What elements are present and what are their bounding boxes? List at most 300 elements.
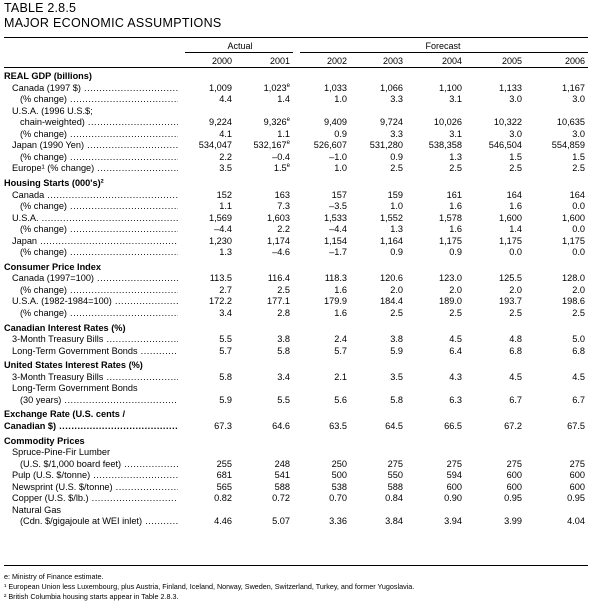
row-label-wrap — [12, 163, 178, 174]
cell-2002: 0.9 — [334, 128, 347, 139]
cell-2004: 10,026 — [433, 117, 462, 128]
table-row — [0, 83, 590, 94]
cell-2001: 1,174 — [267, 235, 290, 246]
section-header — [0, 360, 590, 371]
cell-2004: 3.1 — [449, 94, 462, 105]
cell-2005: 1.4 — [509, 224, 522, 235]
cell-2005: 1,600 — [499, 212, 522, 223]
table-row — [0, 505, 590, 516]
cell-2003: 64.5 — [385, 420, 403, 431]
row-label-wrap — [12, 273, 178, 284]
table-row — [0, 129, 590, 140]
cell-2005: 600 — [506, 470, 522, 481]
cell-2001: 5.8 — [277, 345, 290, 356]
cell-2006: 128.0 — [562, 273, 585, 284]
row-label: Housing Starts (000's)² — [4, 177, 104, 188]
section-header — [0, 71, 590, 82]
row-label: Japan ..... — [12, 236, 178, 246]
year-header-2001: 2001 — [269, 56, 290, 66]
cell-2001: 1,603 — [267, 212, 290, 223]
cell-2001: 2.8 — [277, 308, 290, 318]
table-row — [0, 140, 590, 151]
row-label-wrap — [12, 236, 178, 247]
cell-2000: 113.5 — [209, 273, 232, 284]
row-label: Commodity Prices — [4, 435, 85, 446]
cell-2003: 5.9 — [390, 345, 403, 356]
cell-2005: 0.0 — [509, 247, 522, 258]
cell-2004: 538,358 — [428, 140, 462, 151]
cell-2006: 275 — [569, 458, 585, 469]
row-label-wrap — [20, 395, 178, 406]
cell-2003: 3.3 — [390, 128, 403, 139]
row-label: REAL GDP (billions) — [4, 71, 92, 81]
section-header — [0, 409, 590, 420]
row-label-wrap — [12, 213, 178, 224]
footnote-2: ¹ European Union less Luxembourg, plus Austria, Finland, Iceland, Norway, Sweden, Switzerland, Turkey, and former Yugoslavia. — [4, 582, 415, 591]
cell-2006: 0.0 — [572, 201, 585, 212]
row-label: U.S.A. (1996 U.S.$; — [12, 105, 93, 116]
top-rule — [4, 37, 588, 38]
year-header-2003: 2003 — [382, 56, 403, 66]
cell-2000: –4.4 — [214, 224, 232, 235]
row-label-wrap — [12, 83, 178, 94]
cell-2005: 125.5 — [499, 273, 522, 284]
cell-2001: 2.5 — [277, 284, 290, 295]
row-label: Consumer Price Index — [4, 261, 102, 272]
cell-2005: 4.5 — [509, 371, 522, 382]
cell-2003: 550 — [387, 470, 403, 481]
cell-2002: 5.7 — [334, 345, 347, 356]
cell-2003: 1.3 — [390, 224, 403, 235]
row-label: Long-Term Government Bonds ..... — [12, 346, 178, 356]
cell-2001: 5.07 — [272, 516, 290, 527]
cell-2003: 0.9 — [390, 247, 403, 258]
row-label: (% change) ..... — [20, 201, 178, 211]
cell-2004: 161 — [446, 189, 462, 200]
cell-2002: 5.6 — [334, 394, 347, 405]
cell-2004: 0.9 — [449, 247, 462, 258]
cell-2003: 184.4 — [380, 296, 403, 307]
cell-2003: 2.5 — [390, 163, 403, 174]
table-row — [0, 346, 590, 357]
row-label-wrap — [20, 247, 178, 258]
row-label-wrap — [12, 372, 178, 383]
cell-2006: 4.5 — [572, 371, 585, 382]
table-row — [0, 190, 590, 201]
cell-2001: 0.72 — [272, 493, 290, 504]
cell-2002: 1.0 — [334, 163, 347, 174]
cell-2006: 600 — [569, 470, 585, 481]
cell-2003: 9,724 — [380, 117, 403, 128]
cell-2006: 2.0 — [572, 284, 585, 295]
cell-2005: 275 — [506, 458, 522, 469]
row-label: U.S.A. (1982-1984=100) ..... — [12, 296, 178, 306]
cell-2004: 1,578 — [439, 212, 462, 223]
cell-2000: 4.4 — [219, 94, 232, 105]
cell-2006: 1,600 — [562, 212, 585, 223]
row-label: Spruce-Pine-Fir Lumber — [12, 447, 111, 458]
cell-2003: 3.5 — [390, 371, 403, 382]
cell-2006: 4.04 — [567, 516, 585, 527]
cell-2001: 1.1 — [277, 128, 290, 139]
row-label: Canadian $) ..... — [4, 421, 178, 431]
cell-2004: 2.5 — [449, 308, 462, 318]
cell-2002: 526,607 — [313, 140, 347, 151]
cell-2003: 0.84 — [385, 493, 403, 504]
cell-2004: 4.5 — [449, 334, 462, 345]
cell-2006: 1,167 — [562, 82, 585, 93]
row-label: Japan (1990 Yen) ..... — [12, 140, 178, 150]
cell-2001: 3.4 — [277, 371, 290, 382]
cell-2000: 2.7 — [219, 284, 232, 295]
section-header — [0, 178, 590, 189]
table-row — [0, 447, 590, 458]
cell-2002: 1,154 — [324, 235, 347, 246]
cell-2002: 2.4 — [334, 334, 347, 345]
cell-2000: 1.3 — [219, 247, 232, 258]
cell-2002: 1.6 — [334, 308, 347, 318]
cell-2005: 1.5 — [509, 151, 522, 162]
table-row — [0, 117, 590, 128]
cell-2003: 2.0 — [390, 284, 403, 295]
row-label-wrap — [12, 334, 178, 345]
cell-2001: –4.6 — [272, 247, 290, 258]
cell-2000: 534,047 — [198, 140, 232, 151]
row-label: Newsprint (U.S. $/tonne) ..... — [12, 482, 178, 492]
cell-2001: 2.2 — [277, 224, 290, 235]
table-row — [0, 395, 590, 406]
row-label-wrap — [20, 285, 178, 296]
cell-2005: 6.7 — [509, 394, 522, 405]
row-label: 3-Month Treasury Bills ..... — [12, 334, 178, 344]
actual-underline — [185, 52, 293, 53]
row-label: Copper (U.S. $/lb.) ..... — [12, 493, 178, 503]
cell-2000: 255 — [216, 458, 232, 469]
cell-2004: 189.0 — [439, 296, 462, 307]
cell-2000: 1.1 — [219, 201, 232, 212]
cell-2001: 1.4 — [277, 94, 290, 105]
cell-2005: 67.2 — [504, 420, 522, 431]
row-label: (% change) ..... — [20, 247, 178, 257]
table-title: MAJOR ECONOMIC ASSUMPTIONS — [4, 16, 222, 30]
table-row — [0, 372, 590, 383]
row-label-wrap — [20, 516, 178, 527]
cell-2003: 0.9 — [390, 151, 403, 162]
row-label-wrap — [12, 106, 178, 117]
footnote-1: e: Ministry of Finance estimate. — [4, 572, 104, 581]
cell-2006: 0.0 — [572, 224, 585, 235]
row-label: (Cdn. $/gigajoule at WEI inlet) ..... — [20, 516, 178, 526]
year-header-2002: 2002 — [326, 56, 347, 66]
row-label-wrap — [12, 346, 178, 357]
cell-2002: 157 — [331, 189, 347, 200]
cell-2000: 67.3 — [214, 420, 232, 431]
row-label: Canada ..... — [12, 190, 178, 200]
cell-2006: 10,635 — [556, 117, 585, 128]
cell-2003: 5.8 — [390, 394, 403, 405]
row-label: (% change) ..... — [20, 94, 178, 104]
cell-2002: 0.70 — [329, 493, 347, 504]
cell-2003: 2.5 — [390, 308, 403, 318]
table-row — [0, 470, 590, 481]
cell-2004: 0.90 — [444, 493, 462, 504]
cell-2001: –0.4 — [272, 151, 290, 162]
cell-2004: 2.5 — [449, 163, 462, 174]
bottom-rule — [4, 565, 588, 566]
table-row — [0, 152, 590, 163]
cell-2005: 10,322 — [493, 117, 522, 128]
row-label-wrap — [20, 459, 178, 470]
row-label: United States Interest Rates (%) — [4, 360, 143, 371]
row-label: Natural Gas — [12, 504, 62, 515]
cell-2001: 1,023e — [263, 82, 290, 93]
cell-2004: 1.3 — [449, 151, 462, 162]
cell-2006: 600 — [569, 481, 585, 492]
year-header-2000: 2000 — [211, 56, 232, 66]
cell-2004: 594 — [446, 470, 462, 481]
cell-2000: 172.2 — [209, 296, 232, 307]
row-label-wrap — [20, 201, 178, 212]
row-label-wrap — [12, 140, 178, 151]
row-label-wrap — [12, 447, 178, 458]
row-label: (% change) ..... — [20, 224, 178, 234]
cell-2005: 2.0 — [509, 284, 522, 295]
year-header-2006: 2006 — [564, 56, 585, 66]
section-header — [0, 323, 590, 334]
year-header-2004: 2004 — [441, 56, 462, 66]
cell-2002: 9,409 — [324, 117, 347, 128]
year-header-2005: 2005 — [501, 56, 522, 66]
cell-2005: 1,133 — [499, 82, 522, 93]
cell-2000: 2.2 — [219, 151, 232, 162]
cell-2004: 275 — [446, 458, 462, 469]
row-label-wrap — [20, 117, 178, 128]
table-id: TABLE 2.8.5 — [4, 1, 77, 15]
cell-2006: 3.0 — [572, 94, 585, 105]
cell-2002: 63.5 — [329, 420, 347, 431]
cell-2005: 6.8 — [509, 345, 522, 356]
cell-2006: 6.7 — [572, 394, 585, 405]
table-row — [0, 383, 590, 394]
cell-2000: 152 — [216, 189, 232, 200]
row-label: (% change) ..... — [20, 152, 178, 162]
cell-2000: 9,224 — [209, 117, 232, 128]
cell-2006: 0.95 — [567, 493, 585, 504]
cell-2002: 500 — [331, 470, 347, 481]
cell-2002: 3.36 — [329, 516, 347, 527]
table-row — [0, 163, 590, 174]
cell-2004: 6.3 — [449, 394, 462, 405]
cell-2000: 0.82 — [214, 493, 232, 504]
section-header — [0, 421, 590, 432]
cell-2006: 1.5 — [572, 151, 585, 162]
cell-2001: 588 — [274, 481, 290, 492]
row-label-wrap — [4, 262, 178, 273]
row-label-wrap — [20, 152, 178, 163]
cell-2006: 164 — [569, 189, 585, 200]
cell-2005: 1.6 — [509, 201, 522, 212]
table-row — [0, 94, 590, 105]
cell-2000: 1,230 — [209, 235, 232, 246]
cell-2001: 541 — [274, 470, 290, 481]
row-label: chain-weighted) ..... — [20, 117, 178, 127]
cell-2005: 3.0 — [509, 128, 522, 139]
cell-2005: 546,504 — [488, 140, 522, 151]
cell-2001: 532,167e — [253, 140, 290, 151]
cell-2000: 1,009 — [209, 82, 232, 93]
cell-2003: 1,552 — [380, 212, 403, 223]
cell-2005: 3.0 — [509, 94, 522, 105]
cell-2005: 3.99 — [504, 516, 522, 527]
cell-2000: 1,569 — [209, 212, 232, 223]
cell-2002: 2.1 — [334, 371, 347, 382]
cell-2003: 3.8 — [390, 334, 403, 345]
row-label-wrap — [12, 493, 178, 504]
cell-2005: 0.95 — [504, 493, 522, 504]
row-label: Canada (1997=100) ..... — [12, 273, 178, 283]
row-label-wrap — [4, 409, 178, 420]
cell-2000: 5.5 — [219, 334, 232, 345]
cell-2002: 538 — [331, 481, 347, 492]
table-row — [0, 493, 590, 504]
row-label-wrap — [4, 323, 178, 334]
table-row — [0, 334, 590, 345]
cell-2006: 198.6 — [562, 296, 585, 307]
cell-2004: 3.1 — [449, 128, 462, 139]
cell-2004: 6.4 — [449, 345, 462, 356]
cell-2004: 1.6 — [449, 224, 462, 235]
cell-2002: –1.0 — [329, 151, 347, 162]
cell-2000: 3.5 — [219, 163, 232, 174]
header-bottom-rule — [4, 67, 588, 68]
cell-2006: 3.0 — [572, 128, 585, 139]
cell-2002: 179.9 — [324, 296, 347, 307]
cell-2006: 2.5 — [572, 308, 585, 318]
cell-2005: 600 — [506, 481, 522, 492]
cell-2001: 163 — [274, 189, 290, 200]
cell-2002: 1.0 — [334, 94, 347, 105]
cell-2000: 5.8 — [219, 371, 232, 382]
cell-2005: 1,175 — [499, 235, 522, 246]
row-label: Europe¹ (% change) ..... — [12, 163, 178, 173]
cell-2006: 1,175 — [562, 235, 585, 246]
row-label-wrap — [20, 224, 178, 235]
cell-2002: 1.6 — [334, 284, 347, 295]
row-label: (30 years) ..... — [20, 395, 178, 405]
row-label-wrap — [20, 94, 178, 105]
cell-2004: 123.0 — [439, 273, 462, 284]
row-label: Canada (1997 $) ..... — [12, 83, 178, 93]
cell-2001: 64.6 — [272, 420, 290, 431]
cell-2004: 1.6 — [449, 201, 462, 212]
cell-2002: –4.4 — [329, 224, 347, 235]
footnote-3: ² British Columbia housing starts appear in Table 2.8.3. — [4, 592, 179, 601]
section-header — [0, 436, 590, 447]
cell-2003: 1,164 — [380, 235, 403, 246]
table-row — [0, 308, 590, 319]
row-label-wrap — [4, 178, 178, 189]
cell-2002: 250 — [331, 458, 347, 469]
cell-2001: 177.1 — [267, 296, 290, 307]
row-label: (% change) ..... — [20, 308, 178, 318]
row-label: 3-Month Treasury Bills ..... — [12, 372, 178, 382]
cell-2004: 4.3 — [449, 371, 462, 382]
cell-2002: 1,533 — [324, 212, 347, 223]
cell-2001: 9,326e — [263, 117, 290, 128]
row-label: U.S.A. ..... — [12, 213, 178, 223]
row-label-wrap — [12, 296, 178, 307]
cell-2003: 531,280 — [369, 140, 403, 151]
row-label: Pulp (U.S. $/tonne) ..... — [12, 470, 178, 480]
row-label-wrap — [12, 190, 178, 201]
table-row — [0, 273, 590, 284]
cell-2006: 0.0 — [572, 247, 585, 258]
cell-2005: 2.5 — [509, 163, 522, 174]
cell-2005: 4.8 — [509, 334, 522, 345]
table-row — [0, 247, 590, 258]
section-header — [0, 262, 590, 273]
cell-2004: 1,100 — [439, 82, 462, 93]
cell-2001: 1.5e — [273, 163, 290, 174]
actual-header: Actual — [227, 41, 253, 51]
row-label: Long-Term Government Bonds — [12, 383, 138, 394]
row-label: (U.S. $/1,000 board feet) ..... — [20, 459, 178, 469]
row-label: Canadian Interest Rates (%) — [4, 322, 126, 333]
cell-2003: 1,066 — [380, 82, 403, 93]
cell-2001: 3.8 — [277, 334, 290, 345]
cell-2001: 5.5 — [277, 394, 290, 405]
cell-2006: 6.8 — [572, 345, 585, 356]
cell-2004: 3.94 — [444, 516, 462, 527]
cell-2003: 1.0 — [390, 201, 403, 212]
cell-2001: 116.4 — [267, 273, 290, 284]
row-label-wrap — [4, 421, 178, 432]
cell-2000: 4.46 — [214, 516, 232, 527]
cell-2001: 7.3 — [277, 201, 290, 212]
cell-2002: –3.5 — [329, 201, 347, 212]
cell-2004: 66.5 — [444, 420, 462, 431]
cell-2000: 3.4 — [219, 308, 232, 318]
cell-2000: 5.9 — [219, 394, 232, 405]
cell-2005: 164 — [506, 189, 522, 200]
cell-2005: 193.7 — [499, 296, 522, 307]
row-label-wrap — [4, 360, 178, 371]
table-row — [0, 296, 590, 307]
forecast-header: Forecast — [425, 41, 461, 51]
table-row — [0, 236, 590, 247]
cell-2000: 5.7 — [219, 345, 232, 356]
cell-2003: 275 — [387, 458, 403, 469]
cell-2000: 4.1 — [219, 128, 232, 139]
table-row — [0, 224, 590, 235]
cell-2003: 120.6 — [380, 273, 403, 284]
cell-2004: 1,175 — [439, 235, 462, 246]
cell-2004: 2.0 — [449, 284, 462, 295]
row-label-wrap — [4, 436, 178, 447]
cell-2002: 1,033 — [324, 82, 347, 93]
row-label-wrap — [20, 308, 178, 319]
cell-2001: 248 — [274, 458, 290, 469]
cell-2003: 159 — [387, 189, 403, 200]
table-row — [0, 106, 590, 117]
cell-2000: 565 — [216, 481, 232, 492]
cell-2006: 67.5 — [567, 420, 585, 431]
row-label: (% change) ..... — [20, 285, 178, 295]
row-label-wrap — [12, 383, 178, 394]
table-row — [0, 459, 590, 470]
table-row — [0, 201, 590, 212]
cell-2004: 600 — [446, 481, 462, 492]
